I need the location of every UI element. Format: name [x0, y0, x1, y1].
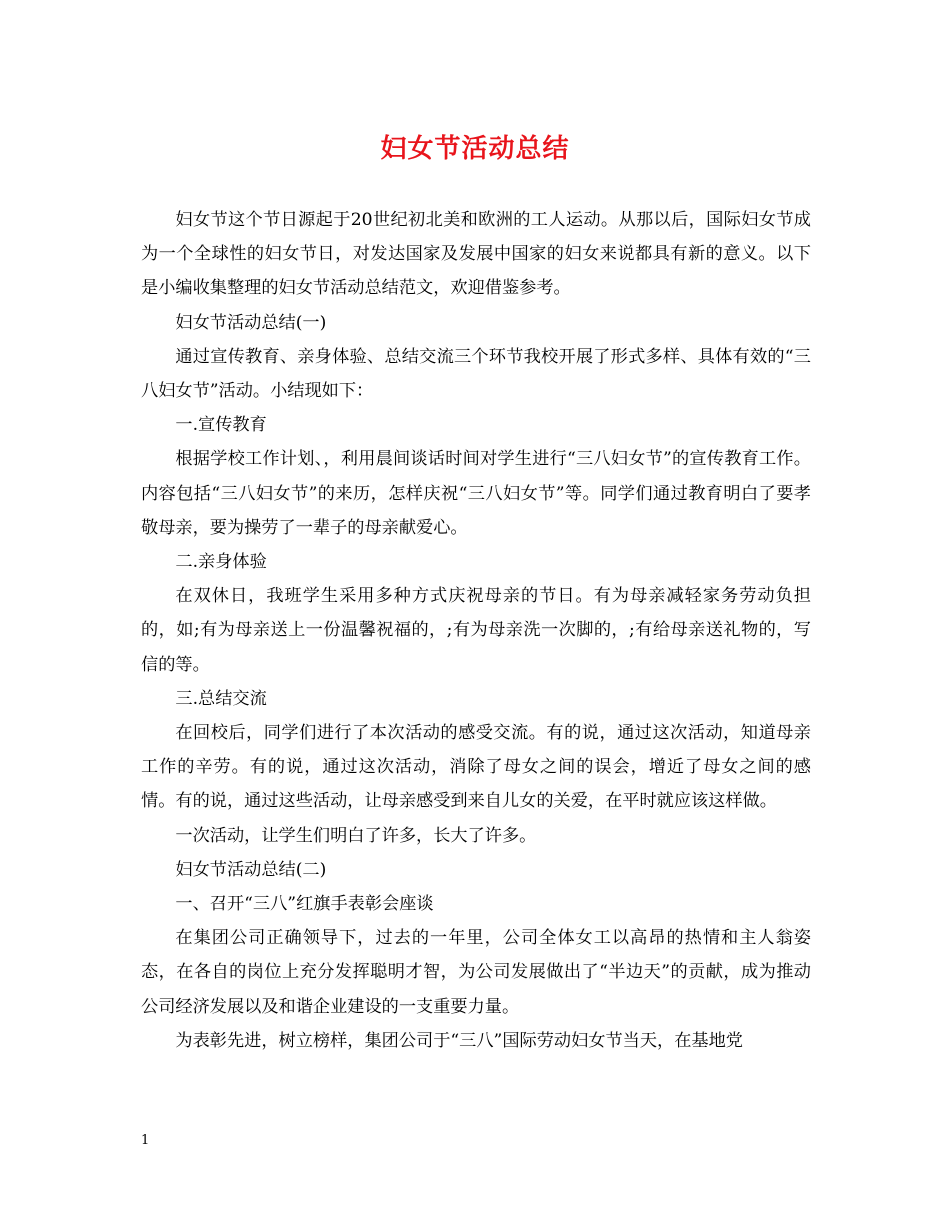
paragraph-publicity-education: 根据学校工作计划、，利用晨间谈话时间对学生进行“三八妇女节”的宣传教育工作。内容包括“三八妇女节”的来历，怎样庆祝“三八妇女节”等。同学们通过教育明白了要孝敬母亲，要为操劳了一辈子的母亲献爱心。 — [141, 449, 811, 538]
page-number: 1 — [141, 1133, 150, 1148]
paragraph-commendation: 为表彰先进，树立榜样，集团公司于“三八”国际劳动妇女节当天，在基地党 — [175, 1030, 743, 1051]
document-title: 妇女节活动总结 — [380, 134, 570, 164]
subheading-publicity-education: 一.宣传教育 — [175, 415, 267, 436]
paragraph-summary-exchange: 在回校后，同学们进行了本次活动的感受交流。有的说，通过这次活动，知道母亲工作的辛劳。有的说，通过这次活动，消除了母女之间的误会，增近了母女之间的感情。有的说，通过这些活动，让母亲感受到来自儿女的关爱，在平时就应该这样做。 — [141, 723, 811, 812]
paragraph-conclusion: 一次活动，让学生们明白了许多，长大了许多。 — [175, 825, 537, 846]
section-heading-summary-1: 妇女节活动总结(一) — [175, 312, 327, 333]
paragraph-company-leadership: 在集团公司正确领导下，过去的一年里，公司全体女工以高昂的热情和主人翁姿态，在各自的岗位上充分发挥聪明才智，为公司发展做出了“半边天”的贡献，成为推动公司经济发展以及和谐企业建设的一支重要力量。 — [141, 928, 811, 1017]
subheading-personal-experience: 二.亲身体验 — [175, 552, 267, 573]
intro-paragraph: 妇女节这个节日源起于20世纪初北美和欧洲的工人运动。从那以后，国际妇女节成为一个全球性的妇女节日，对发达国家及发展中国家的妇女来说都具有新的意义。以下是小编收集整理的妇女节活动总结范文，欢迎借鉴参考。 — [141, 210, 811, 299]
paragraph-personal-experience: 在双休日，我班学生采用多种方式庆祝母亲的节日。有为母亲减轻家务劳动负担的，如;有为母亲送上一份温馨祝福的，;有为母亲洗一次脚的，;有给母亲送礼物的，写信的等。 — [141, 586, 811, 675]
paragraph-overview: 通过宣传教育、亲身体验、总结交流三个环节我校开展了形式多样、具体有效的“三八妇女节”活动。小结现如下： — [141, 346, 811, 402]
document-body — [141, 203, 811, 1058]
subheading-red-flag-meeting: 一、召开“三八”红旗手表彰会座谈 — [175, 894, 434, 915]
subheading-summary-exchange: 三.总结交流 — [175, 688, 267, 709]
section-heading-summary-2: 妇女节活动总结(二) — [175, 859, 327, 880]
